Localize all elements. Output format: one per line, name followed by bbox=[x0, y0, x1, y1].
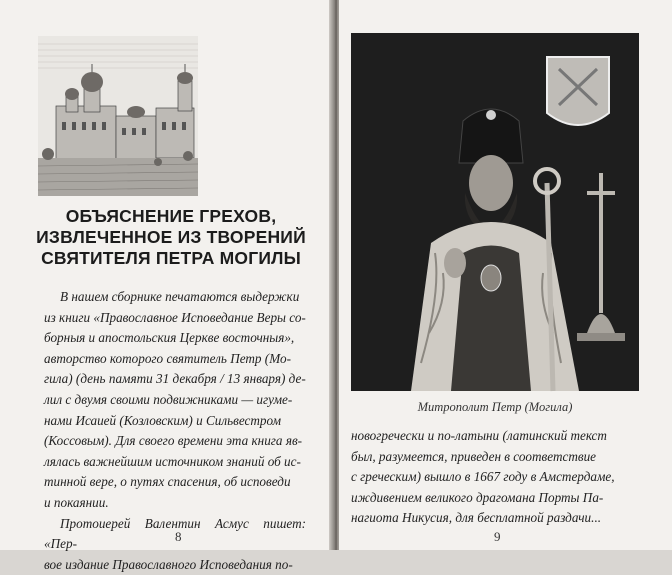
text-line: нагиота Никусия, для бесплатной раздачи... bbox=[351, 510, 602, 526]
title-line: ИЗВЛЕЧЕННОЕ ИЗ ТВОРЕНИЙ bbox=[36, 227, 306, 247]
title-line: ОБЪЯСНЕНИЕ ГРЕХОВ, bbox=[65, 206, 277, 226]
page-number-right: 9 bbox=[494, 529, 501, 544]
text-line: гила) (день памяти 31 декабря / 13 января) де- bbox=[44, 371, 306, 387]
left-page bbox=[0, 0, 333, 572]
right-body-text bbox=[351, 426, 647, 529]
text-line: В нашем сборнике печатаются выдержки bbox=[60, 289, 300, 304]
right-page bbox=[339, 0, 672, 550]
chapter-title bbox=[36, 206, 306, 269]
text-line: (Коссовым). Для своего времени эта книга яв- bbox=[44, 433, 303, 449]
text-line: из книги «Православное Исповедание Веры со- bbox=[44, 309, 306, 325]
text-line: авторство которого святитель Петр (Мо- bbox=[44, 350, 291, 366]
text-line: был, разумеется, приведен в соответствие bbox=[351, 448, 597, 464]
text-line: нами Исаией (Козловским) и Сильвестром bbox=[44, 412, 281, 428]
monastery-engraving bbox=[38, 36, 198, 196]
portrait-caption: Митрополит Петр (Могила) bbox=[417, 400, 573, 414]
text-line: иждивением великого драгомана Порты Па- bbox=[351, 489, 604, 505]
text-line: лялась важнейшим источником знаний об ис- bbox=[44, 453, 301, 469]
title-line: СВЯТИТЕЛЯ ПЕТРА МОГИЛЫ bbox=[41, 248, 301, 268]
metropolitan-portrait bbox=[351, 33, 639, 391]
text-line: и покаянии. bbox=[44, 494, 109, 510]
text-line: лил с двумя своими подвижниками — игуме- bbox=[44, 391, 293, 407]
text-line: борныя и апостольския Церкве восточныя», bbox=[44, 330, 295, 346]
text-line: тинной вере, о путях спасения, об исповеди bbox=[44, 474, 291, 490]
text-line: Протоиерей Валентин Асмус пишет: «Пер- bbox=[44, 515, 306, 552]
text-line: новогречески и по-латыни (латинский текст bbox=[351, 428, 607, 443]
coat-of-arms-icon bbox=[547, 57, 609, 125]
text-line: вое издание Православного Исповедания по- bbox=[44, 556, 293, 572]
text-line: с греческим) вышло в 1667 году в Амстердаме, bbox=[351, 469, 615, 485]
page-number-left: 8 bbox=[175, 529, 182, 544]
